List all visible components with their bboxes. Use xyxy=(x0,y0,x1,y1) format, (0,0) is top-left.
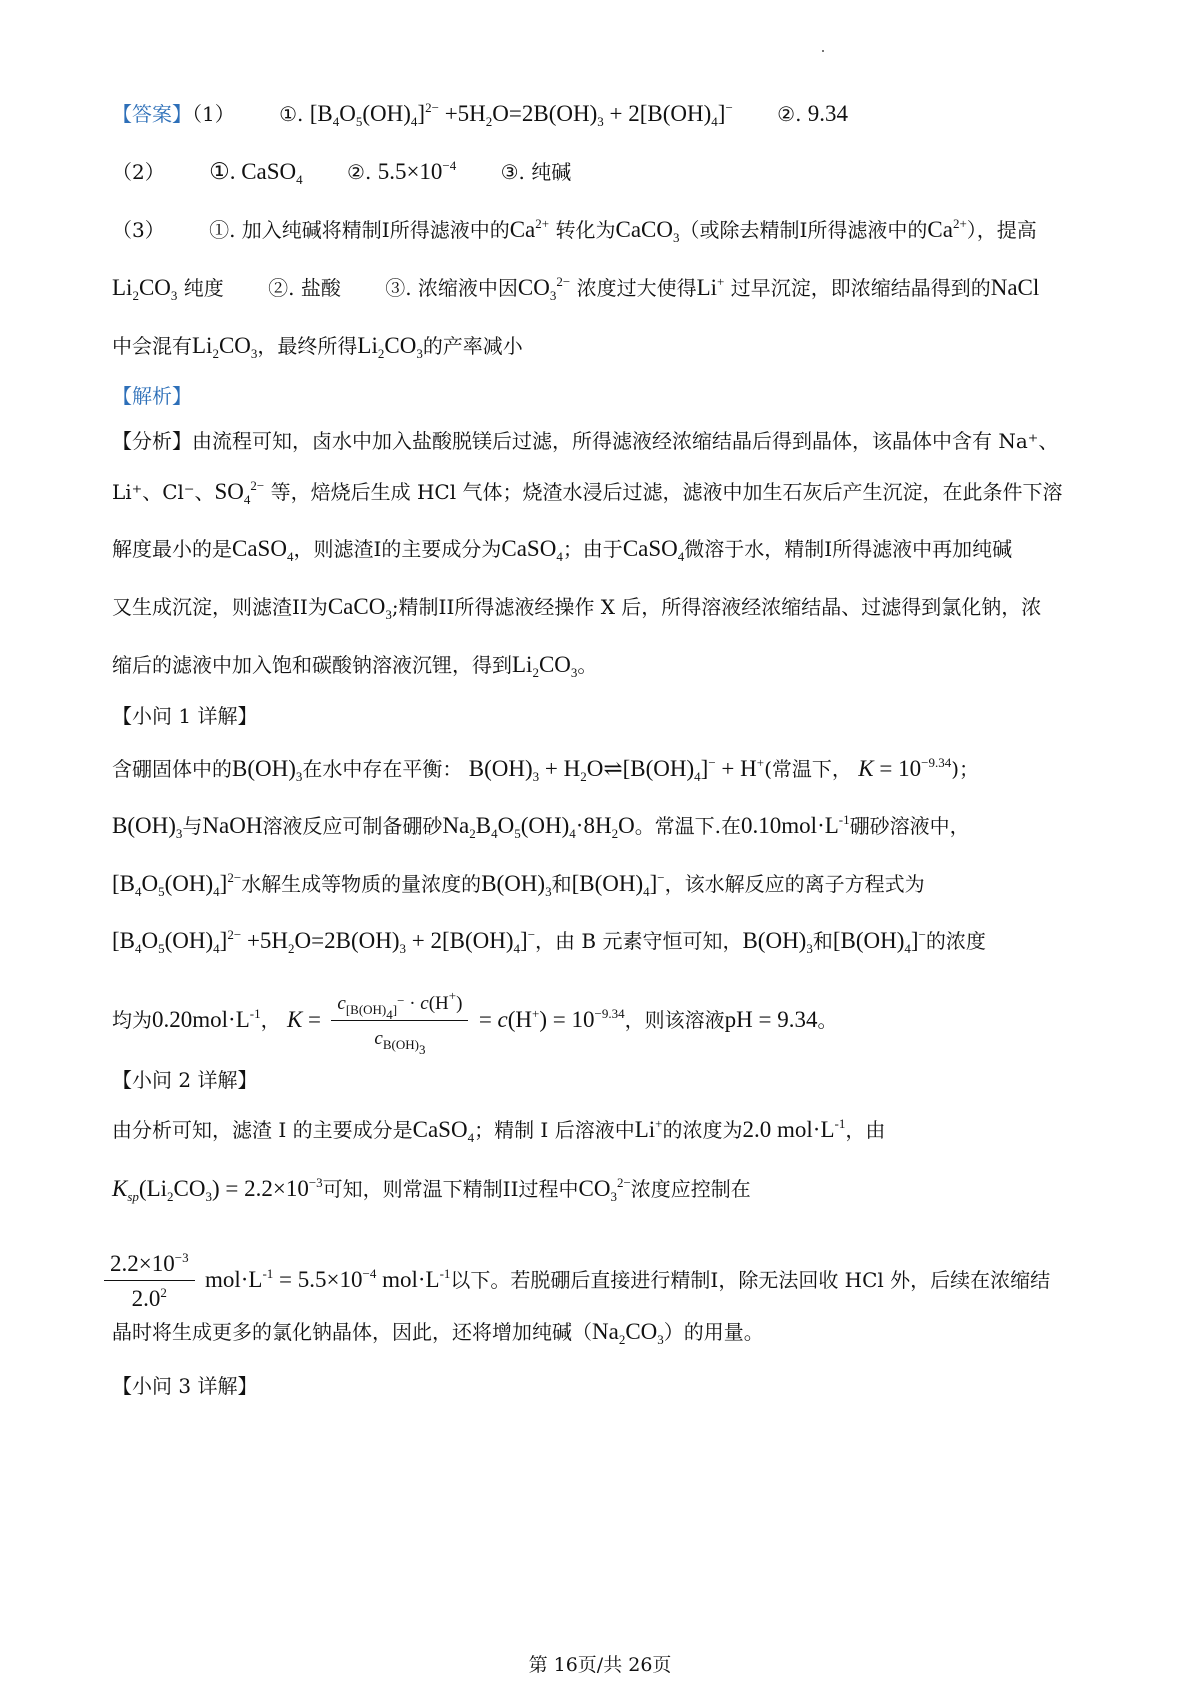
analysis-line-3: 解度最小的是CaSO$_4$，则滤渣I的主要成分为CaSO$_4$；由于CaSO$_4$微溶于水，精制I所得滤液中再加纯碱 xyxy=(112,536,1013,564)
text: ），提高 xyxy=(966,218,1037,242)
equation-hydrolysis: $[B_4O_5(OH)_4]^{2-} +5H_2O=2B(OH)_3 + 2[B(OH)_4]^-$ xyxy=(309,100,733,129)
answer-line-4: $Li_2CO_3$ 纯度 ②. 盐酸 ③. 浓缩液中因$CO_3^{2-}$ 浓度过大使得Li+ 过早沉淀，即浓缩结晶得到的NaCl xyxy=(112,274,1040,303)
text: 以下。若脱硼后直接进行精制I，除无法回收 HCl 外，后续在浓缩结 xyxy=(450,1268,1051,1292)
text: ，则该溶液 xyxy=(624,1008,725,1032)
text: 硼砂溶液中， xyxy=(849,814,970,838)
text: 和 xyxy=(812,929,833,953)
text: 的浓度 xyxy=(925,929,986,953)
text: ，最终所得 xyxy=(257,334,358,358)
analysis-line-2: Li⁺、Cl⁻、$SO_4^{2-}$ 等，焙烧后生成 HCl 气体；烧渣水浸后过滤，滤液中加生石灰后产生沉淀，在此条件下溶 xyxy=(112,478,1063,507)
text: ，由 xyxy=(845,1118,886,1142)
text: 水解生成等物质的量浓度的 xyxy=(241,872,482,896)
text: 。 xyxy=(577,653,598,677)
answer-line-1 xyxy=(112,100,848,128)
part-number: （2） xyxy=(112,160,165,184)
text: 又生成沉淀，则滤渣II为 xyxy=(112,595,328,619)
text: 的产率减小 xyxy=(422,334,523,358)
text: ，该水解反应的离子方程式为 xyxy=(664,872,925,896)
q1-line-3: $[B_4O_5(OH)_4]^{2-}$水解生成等物质的量浓度的$B(OH)_3$和$[B(OH)_4]^-$，该水解反应的离子方程式为 xyxy=(112,870,925,899)
text: 中会混有 xyxy=(112,334,192,358)
q2-line-4: 晶时将生成更多的氯化钠晶体，因此，还将增加纯碱$(Na_2CO_3)$的用量。 xyxy=(112,1319,764,1347)
text: 。 xyxy=(817,1008,838,1032)
text: ；精制 I 后溶液中 xyxy=(474,1118,635,1142)
text: 解度最小的是 xyxy=(112,537,232,561)
q1-line-4: $[B_4O_5(OH)_4]^{2-} +5H_2O=2B(OH)_3 + 2[B(OH)_4]^-$，由 B 元素守恒可知，$B(OH)_3$和$[B(OH)_4]^-$的浓度 xyxy=(112,927,986,956)
ph-value: 9.34 xyxy=(807,101,849,126)
text: ③. 浓缩液中因 xyxy=(385,276,518,300)
text: ;精制II所得滤液经操作 X 后，所得溶液经浓缩结晶、过滤得到氯化钠，浓 xyxy=(391,595,1042,619)
marker: ①. xyxy=(279,102,304,126)
text: Li⁺、Cl⁻、 xyxy=(112,480,215,504)
text: 缩后的滤液中加入饱和碳酸钠溶液沉锂，得到 xyxy=(112,653,512,677)
answer-soda: ③. 纯碱 xyxy=(500,160,572,184)
analysis-line-1 xyxy=(112,427,1058,455)
text: 可知，则常温下精制II过程中 xyxy=(322,1177,579,1201)
text: 微溶于水，精制I所得滤液中再加纯碱 xyxy=(684,537,1013,561)
answer-line-5: 中会混有$Li_2CO_3$，最终所得$Li_2CO_3$的产率减小 xyxy=(112,333,523,361)
analysis-label: 【解析】 xyxy=(112,384,192,408)
q3-title: 【小问 3 详解】 xyxy=(112,1374,258,1398)
answer-line-3: （3） ①. 加入纯碱将精制I所得滤液中的$Ca^{2+}$ 转化为CaCO$_3$（或除去精制I所得滤液中的$Ca^{2+}$），提高 xyxy=(112,216,1037,245)
q1-line-1: 含硼固体中的$B(OH)_3$在水中存在平衡： $B(OH)_3$ + $H_2O\rightleftharpoons[B(OH)_4]^- + H^+$(常温下， $K = 10^{-9.34}$)； xyxy=(112,755,980,784)
q1-line-5: 均为$0.20mol\cdot L^{-1}$， K = $\frac{c_{[B(OH)_4]^-} \cdot c(H^+)}{c_{B(OH)_3}}$ = $c(H^+) = 10^{-9.34}$，则该溶液pH = 9.34。 xyxy=(112,988,838,1057)
text: ）的用量。 xyxy=(663,1320,764,1344)
answer-hcl: ②. 盐酸 xyxy=(268,276,341,300)
text: 与 xyxy=(182,814,203,838)
ksp-fraction: $\frac{2.2\times 10^{-3}}{2.0^2}$ xyxy=(104,1250,195,1313)
part-number: （3） xyxy=(112,218,165,242)
page-footer: 第 16页/共 26页 xyxy=(528,1654,672,1676)
text: 浓度应控制在 xyxy=(630,1177,751,1201)
text: 【分析】 xyxy=(112,429,192,453)
text: 在水中存在平衡： xyxy=(302,757,463,781)
text: （或除去精制I所得滤液中的 xyxy=(679,218,928,242)
text: 浓度过大使得 xyxy=(576,276,697,300)
marker: ②. xyxy=(777,102,802,126)
analysis-line-4: 又生成沉淀，则滤渣II为CaCO$_3$;精制II所得滤液经操作 X 后，所得溶液经浓缩结晶、过滤得到氯化钠，浓 xyxy=(112,594,1042,622)
stray-dot xyxy=(822,50,824,52)
analysis-line-5: 缩后的滤液中加入饱和碳酸钠溶液沉锂，得到$Li_2CO_3$。 xyxy=(112,652,598,680)
text: (常温下， xyxy=(764,757,852,781)
q2-line-2: $K_{sp}(Li_2CO_3) = 2.2\times 10^{-3}$可知，则常温下精制II过程中$CO_3^{2-}$浓度应控制在 xyxy=(112,1175,751,1204)
equilibrium-fraction: $\frac{c_{[B(OH)_4]^-} \cdot c(H^+)}{c_{B(OH)_3}}$ xyxy=(331,990,468,1053)
text: ，则滤渣I的主要成分为 xyxy=(293,537,502,561)
q1-line-2: $B(OH)_3$与NaOH溶液反应可制备硼砂$Na_2B_4O_5(OH)_4\cdot 8H_2O$。常温下.在$0.10mol\cdot L^{-1}$硼砂溶液中， xyxy=(112,812,970,841)
q2-line-1: 由分析可知，滤渣 I 的主要成分是CaSO$_4$；精制 I 后溶液中Li+的浓度为2.0 $mol\cdot L^{-1}$，由 xyxy=(112,1116,886,1145)
text: 纯度 xyxy=(183,276,224,300)
part-number: （1） xyxy=(192,102,235,126)
q1-title: 【小问 1 详解】 xyxy=(112,704,258,728)
q2-line-3: $\frac{2.2\times 10^{-3}}{2.0^2}$ $mol\cdot L^{-1} = 5.5\times 10^{-4}$ $mol\cdot L^{-1}$以下。若脱硼后直接进行精制I，除无法回收 HCl 外，后续在浓缩结 xyxy=(112,1250,1050,1313)
text: 由分析可知，滤渣 I 的主要成分是 xyxy=(112,1118,413,1142)
text: 过早沉淀，即浓缩结晶得到的 xyxy=(730,276,991,300)
answer-caso4: ①. CaSO$_4$ xyxy=(209,159,303,187)
text: 转化为 xyxy=(555,218,616,242)
answer-line-2 xyxy=(112,158,571,186)
text: 和 xyxy=(551,872,572,896)
text: ，由 B 元素守恒可知， xyxy=(535,929,743,953)
text: 等，焙烧后生成 HCl 气体；烧渣水浸后过滤，滤液中加生石灰后产生沉淀，在此条件下溶 xyxy=(270,480,1063,504)
text: 的浓度为 xyxy=(662,1118,743,1142)
q2-title: 【小问 2 详解】 xyxy=(112,1068,258,1092)
text: 均为 xyxy=(112,1008,152,1032)
text: )； xyxy=(951,757,980,781)
text: 溶液反应可制备硼砂 xyxy=(262,814,443,838)
text: ；由于 xyxy=(562,537,623,561)
text: 含硼固体中的 xyxy=(112,757,232,781)
text: ①. 加入纯碱将精制I所得滤液中的 xyxy=(209,218,510,242)
answer-concentration: $5.5\times 10^{-4}$ xyxy=(377,158,457,184)
text: 。常温下.在 xyxy=(634,814,742,838)
text: 晶时将生成更多的氯化钠晶体，因此，还将增加纯碱（ xyxy=(112,1320,592,1344)
answer-label: 【答案】 xyxy=(112,102,192,126)
text: 由流程可知，卤水中加入盐酸脱镁后过滤，所得滤液经浓缩结晶后得到晶体，该晶体中含有 Na⁺、 xyxy=(192,429,1059,453)
marker: ②. xyxy=(347,160,372,184)
